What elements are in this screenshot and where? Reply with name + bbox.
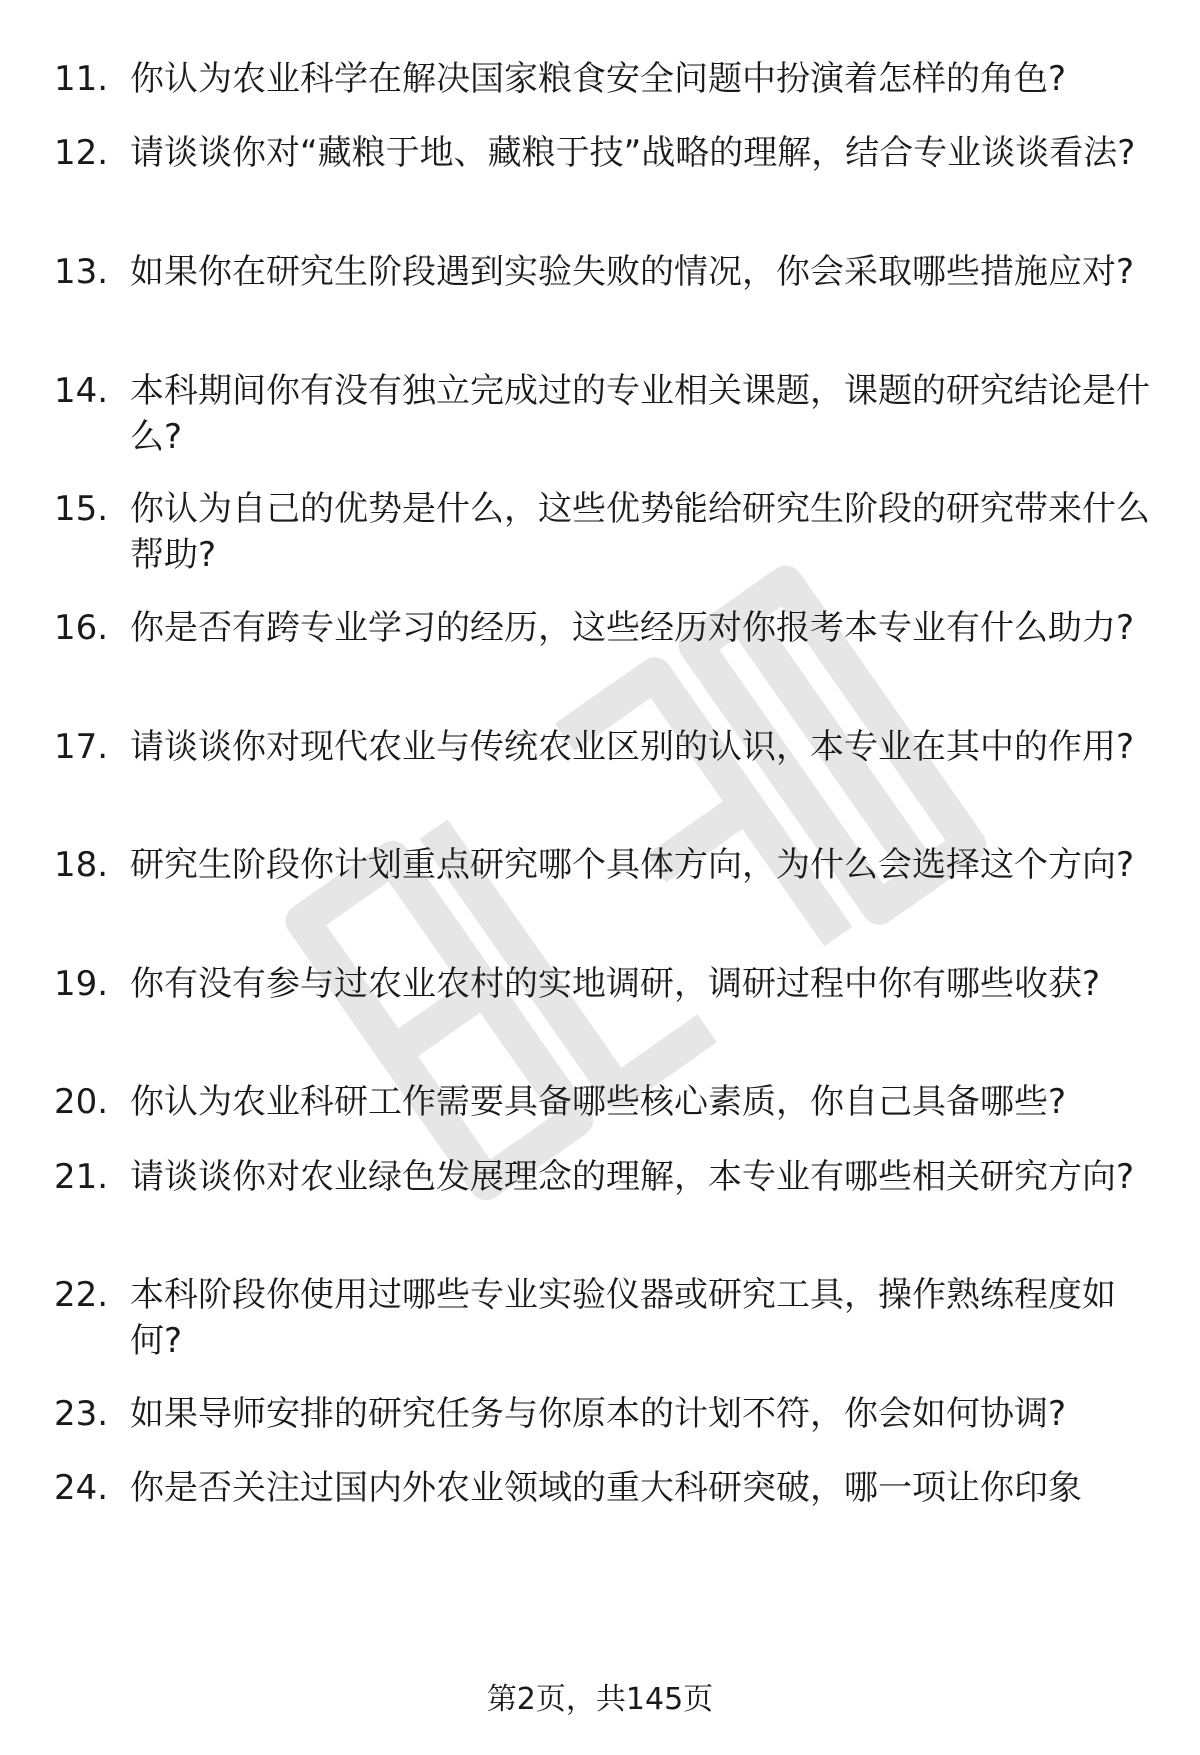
question-number: 18.	[54, 845, 109, 885]
question-text: 请谈谈你对农业绿色发展理念的理解，本专业有哪些相关研究方向?	[130, 1157, 1135, 1197]
question-number: 11.	[54, 59, 109, 99]
question-number: 14.	[54, 371, 109, 411]
question-text: 你有没有参与过农业农村的实地调研，调研过程中你有哪些收获?	[130, 964, 1101, 1004]
question-item	[54, 368, 1154, 460]
question-item	[54, 724, 1154, 770]
question-item	[54, 56, 1154, 102]
question-text: 研究生阶段你计划重点研究哪个具体方向，为什么会选择这个方向?	[130, 845, 1135, 885]
question-text: 你是否关注过国内外农业领域的重大科研突破，哪一项让你印象	[130, 1468, 1082, 1508]
question-text: 你认为农业科学在解决国家粮食安全问题中扮演着怎样的角色?	[130, 59, 1067, 99]
question-item	[54, 1079, 1154, 1125]
question-item	[54, 961, 1154, 1007]
question-text: 请谈谈你对现代农业与传统农业区别的认识，本专业在其中的作用?	[130, 727, 1135, 767]
question-item	[54, 1154, 1154, 1200]
question-item	[54, 1465, 1154, 1511]
question-text: 你是否有跨专业学习的经历，这些经历对你报考本专业有什么助力?	[130, 608, 1135, 648]
question-number: 21.	[54, 1157, 109, 1197]
question-item	[54, 1272, 1154, 1364]
question-text: 如果你在研究生阶段遇到实验失败的情况，你会采取哪些措施应对?	[130, 252, 1135, 292]
question-number: 16.	[54, 608, 109, 648]
question-number: 20.	[54, 1082, 109, 1122]
question-item	[54, 1391, 1154, 1437]
question-number: 22.	[54, 1275, 109, 1315]
question-text: 请谈谈你对“藏粮于地、藏粮于技”战略的理解，结合专业谈谈看法?	[130, 133, 1136, 173]
question-item	[54, 842, 1154, 888]
question-item	[54, 130, 1154, 176]
question-text: 如果导师安排的研究任务与你原本的计划不符，你会如何协调?	[130, 1394, 1067, 1434]
question-number: 17.	[54, 727, 109, 767]
question-item	[54, 249, 1154, 295]
question-number: 12.	[54, 133, 109, 173]
page-footer: 第2页，共145页	[486, 1682, 714, 1717]
question-text: 你认为农业科研工作需要具备哪些核心素质，你自己具备哪些?	[130, 1082, 1067, 1122]
question-number: 24.	[54, 1468, 109, 1508]
question-text: 本科阶段你使用过哪些专业实验仪器或研究工具，操作熟练程度如何?	[130, 1275, 1116, 1361]
question-item	[54, 605, 1154, 651]
question-number: 23.	[54, 1394, 109, 1434]
question-text: 本科期间你有没有独立完成过的专业相关课题，课题的研究结论是什么?	[130, 371, 1150, 457]
question-text: 你认为自己的优势是什么，这些优势能给研究生阶段的研究带来什么帮助?	[130, 489, 1150, 575]
question-item	[54, 486, 1154, 578]
question-number: 19.	[54, 964, 109, 1004]
question-number: 15.	[54, 489, 109, 529]
question-number: 13.	[54, 252, 109, 292]
